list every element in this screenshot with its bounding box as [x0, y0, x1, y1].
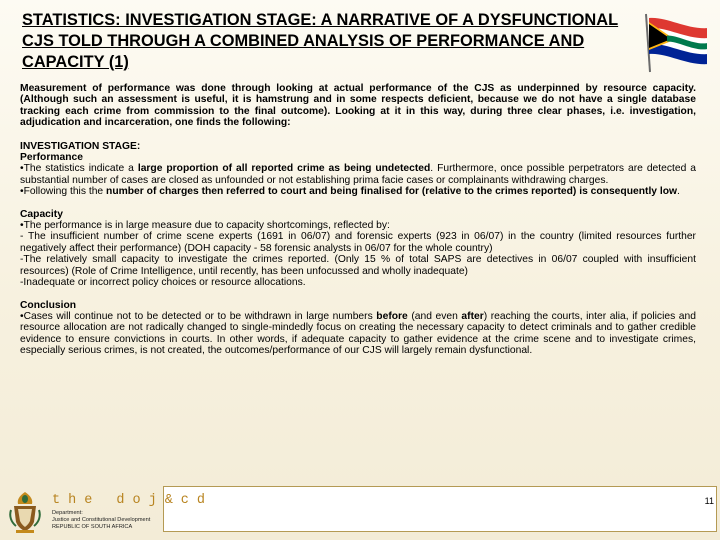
capacity-bullet-2: - The insufficient number of crime scene experts (1691 in 06/07) and forensic experts (923 in 06/07) in the country (limited resources further negatively affect their performance) (DOH capacity - 58 forensic analysts in 06/07 for the whole country) — [20, 231, 696, 254]
performance-heading: Performance — [20, 152, 83, 164]
conclusion-heading: Conclusion — [20, 299, 77, 311]
capacity-heading: Capacity — [20, 208, 63, 220]
capacity-bullet-1: •The performance is in large measure due to capacity shortcomings, reflected by: — [20, 220, 390, 232]
capacity-bullet-3: -The relatively small capacity to investigate the crimes reported. (Only 15 % of total SAPS are detectives in 06/07 coupled with insufficient resources) (Role of Crime Intelligence, until recently, has been unfocussed and wholly inadequate) — [20, 254, 696, 277]
page-number: 11 — [704, 496, 714, 506]
capacity-bullet-4: -Inadequate or incorrect policy choices or resource allocations. — [20, 277, 306, 289]
department-name: Department: Justice and Constitutional Development REPUBLIC OF SOUTH AFRICA — [52, 510, 151, 530]
conclusion-bullet: •Cases will continue not to be detected or to be withdrawn in large numbers before (and even after) reaching the courts, inter alia, if policies and resource allocation are not radically changed to single-mindedly focus on creating the necessary capacity to detect criminals and to gather credible evidence to ensure convictions in courts. In other words, if adequate capacity to gather evidence at the crime scene and to investigate crimes, especially serious crimes, is not created, the outcomes/performance of our CJS will largely remain dysfunctional. — [20, 310, 696, 357]
performance-bullet-2: •Following this the number of charges then referred to court and being finalised for (relative to the crimes reported) is consequently low. — [20, 186, 680, 198]
slide-body — [20, 83, 696, 357]
intro-paragraph: Measurement of performance was done through looking at actual performance of the CJS as underpinned by resource capacity. (Although such an assessment is useful, it is hamstrung and in some respects deficient, because we do not have a single database tracking each crime from commission to the final outcome). Looking at it in this way, during three clear phases, i.e. investigation, adjudication and incarceration, one finds the following: — [20, 83, 696, 129]
doj-brand-wordmark: the doj&cd — [52, 493, 214, 508]
footer-panel — [163, 486, 717, 532]
slide-title: STATISTICS: INVESTIGATION STAGE: A NARRATIVE OF A DYSFUNCTIONAL CJS TOLD THROUGH A COMBINED ANALYSIS OF PERFORMANCE AND CAPACITY (1) — [22, 11, 619, 71]
investigation-heading: INVESTIGATION STAGE: — [20, 140, 141, 152]
coat-of-arms-icon — [8, 490, 42, 534]
performance-bullet-1: •The statistics indicate a large proportion of all reported crime as being undetected. Furthermore, once possible perpetrators are detected a substantial number of cases are closed as unfounded or not establishing prima facie cases or complainants withdrawing charges. — [20, 163, 696, 186]
south-africa-flag-icon — [640, 10, 712, 74]
